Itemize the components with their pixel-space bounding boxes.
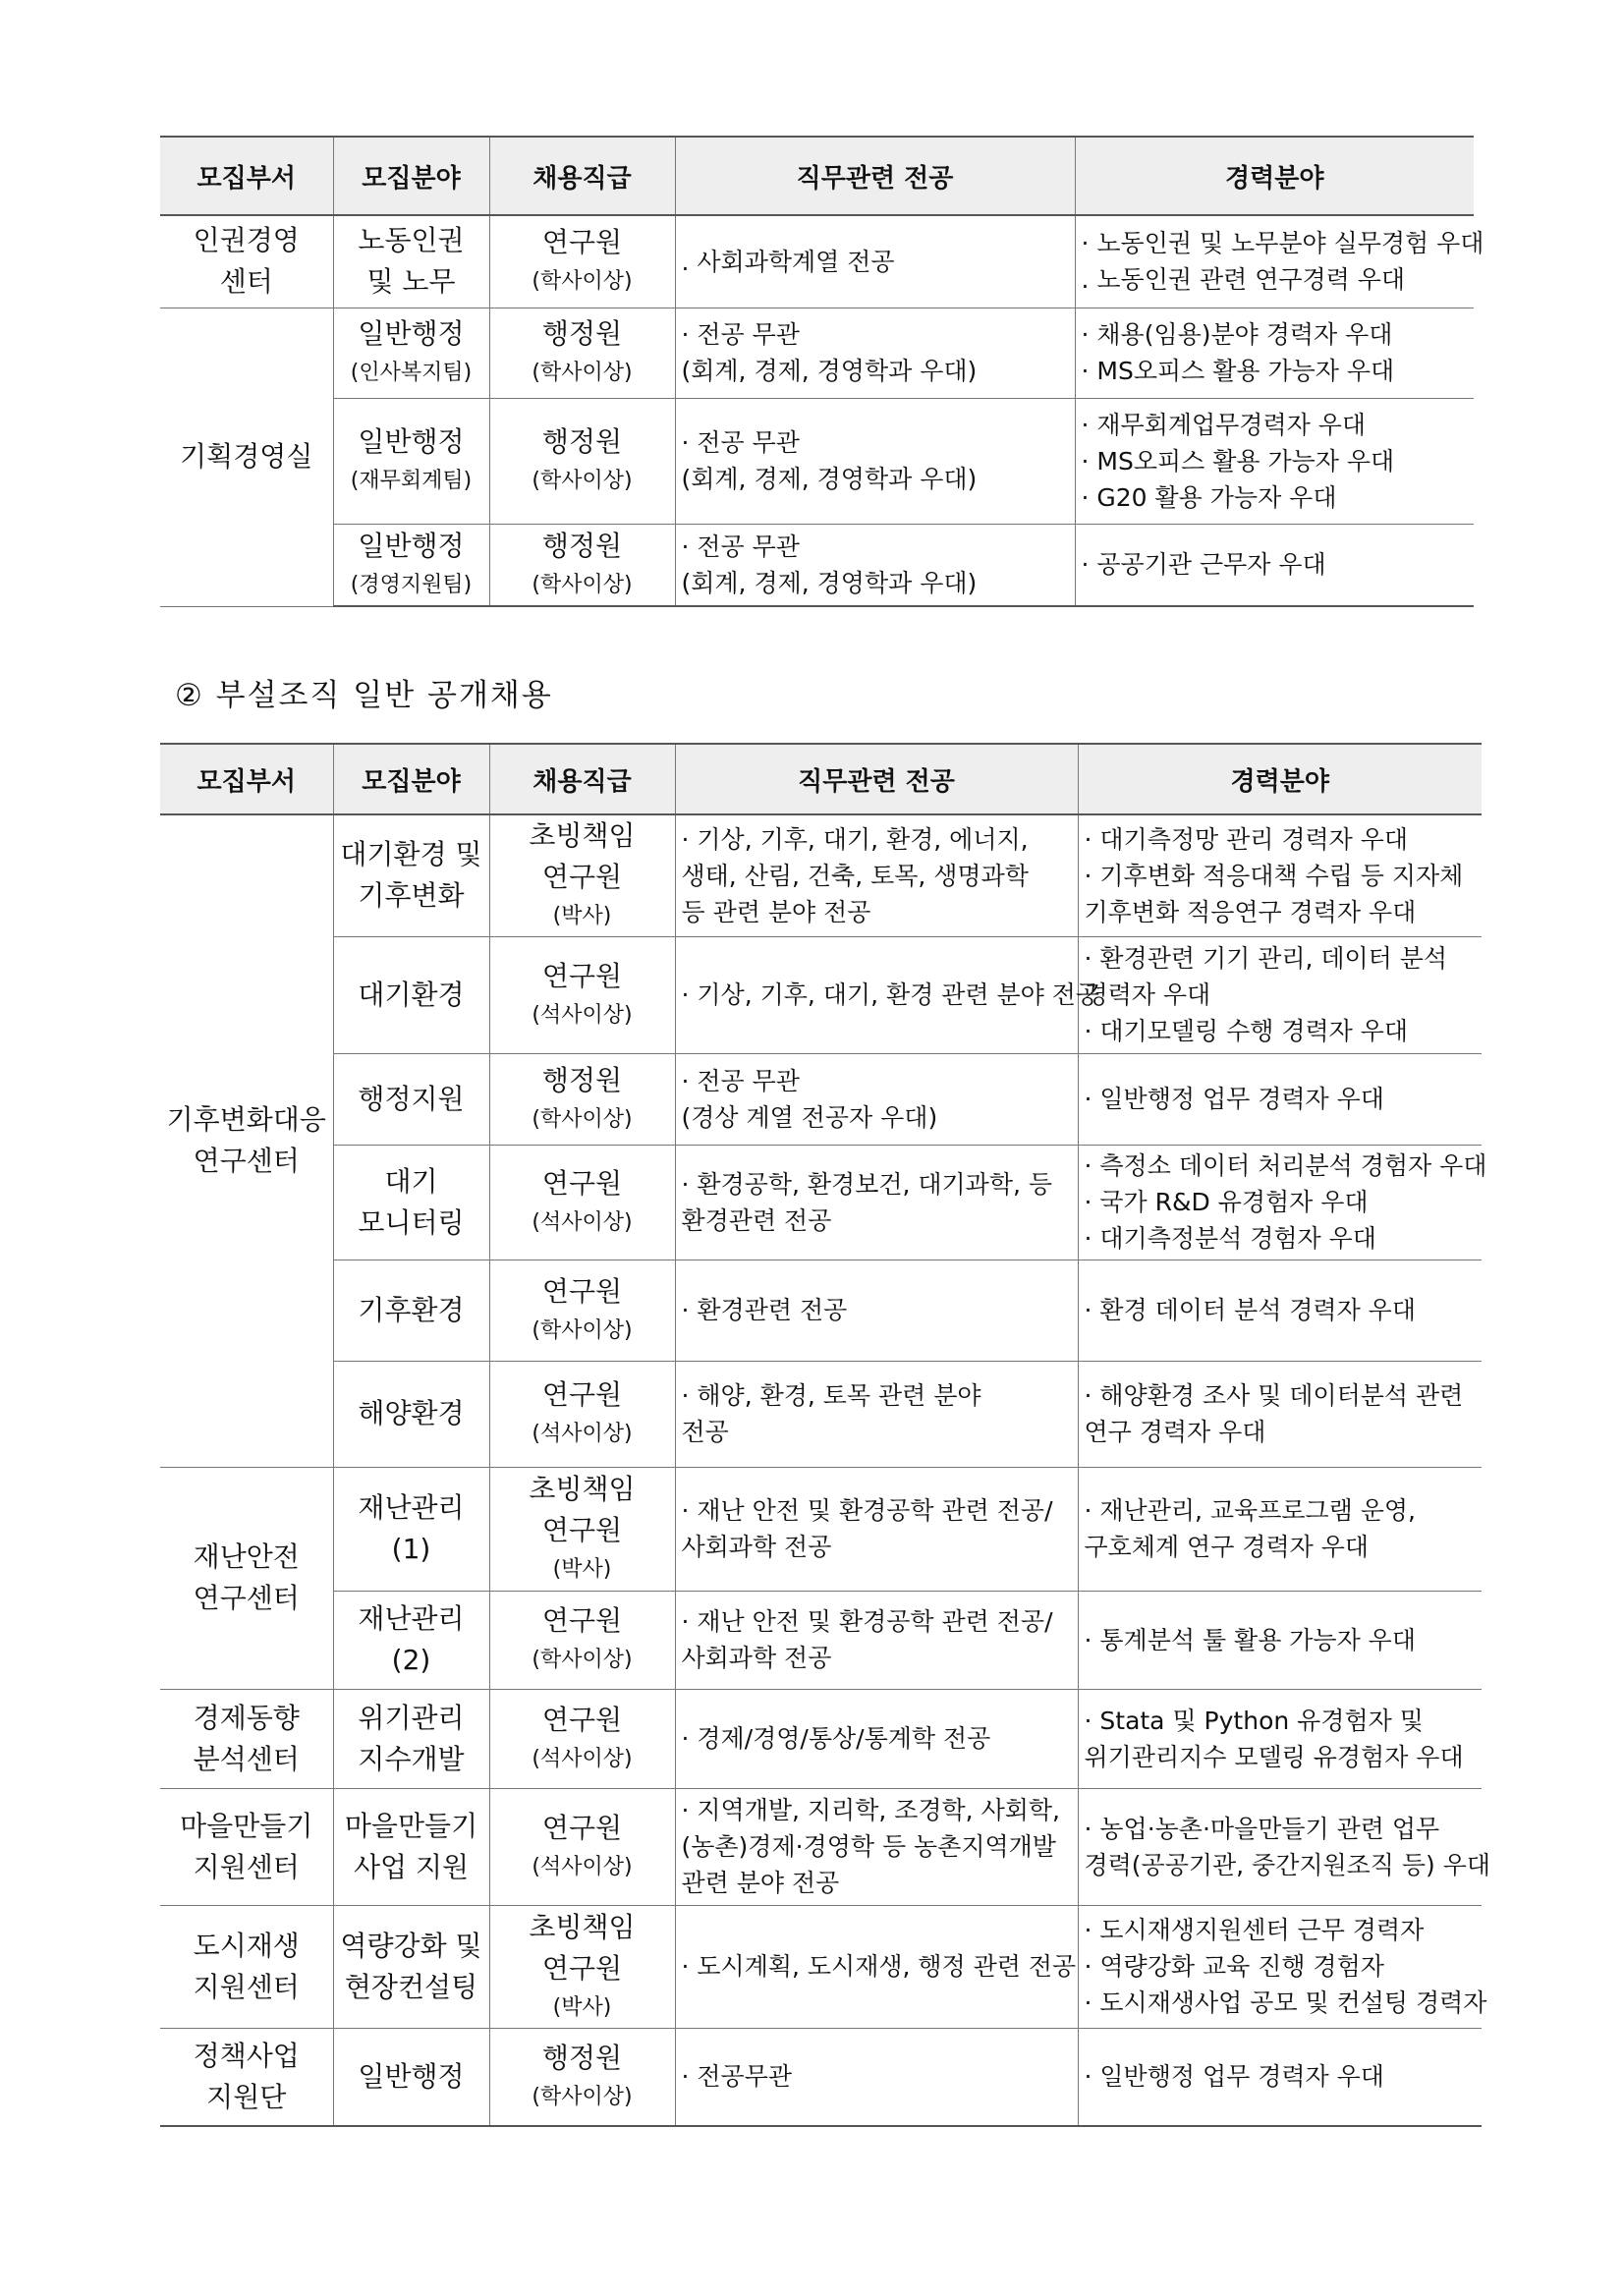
field-cell [333,1260,489,1361]
rank-cell [489,215,675,308]
field-cell [333,1788,489,1905]
major-line: 환경관련 전공 [681,1205,832,1235]
career-line: 연구 경력자 우대 [1084,1418,1266,1446]
field-name: (2) [391,1644,431,1676]
career-cell [1078,1788,1491,1905]
career-line: · 도시재생사업 공모 및 컨설팅 경력자 [1084,1988,1487,2017]
field-name: 일반행정 [358,2059,465,2093]
rank-cell [489,936,675,1053]
career-line: · Stata 및 Python 유경험자 및 [1084,1706,1424,1735]
major-line: · 전공무관 [681,2062,792,2092]
major-cell [675,398,1075,524]
major-cell [675,1689,1078,1788]
field-cell [333,1467,489,1591]
table-row [160,1689,1482,1788]
rank-name: 연구원 [541,1951,623,1985]
field-team: (인사복지팀) [350,361,473,385]
career-cell [1078,1905,1487,2028]
field-cell [333,2028,489,2126]
recruitment-table-main [160,136,1484,607]
table-row [160,814,1482,936]
major-line: · 재난 안전 및 환경공학 관련 전공/ [681,1496,1053,1525]
rank-qualification: (학사이상) [532,1648,633,1672]
career-cell [1078,1467,1482,1591]
dept-cell [160,1788,333,1905]
career-cell [1078,1145,1487,1260]
field-name: 해양환경 [358,1397,465,1429]
field-name: 기후변화 [358,879,465,913]
table-row [160,1145,1482,1260]
dept-cell [160,1689,333,1788]
rank-qualification: (석사이상) [532,1422,633,1446]
table-row [160,1053,1482,1145]
major-line: · 기상, 기후, 대기, 환경, 에너지, [681,824,1029,854]
rank-name: 초빙책임 [529,819,636,853]
dept-cell [160,1905,333,2028]
table-row [160,1788,1482,1905]
career-line: · 대기측정분석 경험자 우대 [1084,1224,1376,1253]
career-line: · 농업·농촌·마을만들기 관련 업무 [1084,1814,1440,1843]
field-cell [333,524,489,606]
major-line: · 해양, 환경, 토목 관련 분야 [681,1381,981,1410]
rank-qualification: (학사이상) [532,2084,633,2109]
field-name: 기후환경 [358,1293,465,1326]
field-name: 노동인권 [358,224,465,257]
field-name: 사업 지원 [353,1850,470,1883]
rank-name: 행정원 [541,1063,623,1096]
major-line: · 지역개발, 지리학, 조경학, 사회학, [681,1796,1060,1824]
rank-cell [489,1689,675,1788]
career-line: · 환경 데이터 분석 경력자 우대 [1084,1296,1416,1324]
rank-name: 행정원 [541,317,623,350]
rank-name: 연구원 [541,1811,623,1844]
career-line: · MS오피스 활용 가능자 우대 [1081,357,1395,385]
career-line: · 채용(임용)분야 경력자 우대 [1081,320,1393,349]
career-cell [1075,398,1474,524]
major-cell [675,1905,1078,2028]
career-line: · 기후변화 적응대책 수립 등 지자체 [1084,861,1464,890]
rank-qualification: (학사이상) [532,1317,633,1343]
rank-name: 행정원 [541,529,623,562]
dept-name: 경제동향 [193,1701,300,1734]
major-cell [675,1053,1078,1145]
rank-qualification: (석사이상) [532,1209,633,1235]
table-row [160,215,1474,308]
dept-name: 마을만들기 [180,1809,313,1842]
rank-cell [489,1591,675,1689]
career-line: . 노동인권 관련 연구경력 우대 [1081,265,1406,295]
header-major: 직무관련 전공 [675,744,1078,814]
dept-name: 연구센터 [193,1145,300,1178]
rank-cell [489,1788,675,1905]
major-line: · 경제/경영/통상/통계학 전공 [681,1724,991,1753]
dept-name: 기후변화대응 [166,1103,326,1137]
field-name: 마을만들기 [344,1809,478,1842]
field-cell [333,1053,489,1145]
field-name: 재난관리 [358,1602,465,1635]
field-team: (경영지원팀) [350,572,473,597]
field-name: 현장컨설팅 [344,1970,478,2003]
major-line: . 사회과학계열 전공 [681,247,895,276]
major-line: · 전공 무관 [681,532,800,561]
major-cell [675,1260,1078,1361]
rank-qualification: (박사) [552,1994,612,2020]
dept-name: 재난안전 [193,1540,300,1573]
rank-qualification: (박사) [552,1557,612,1582]
major-cell [675,1467,1078,1591]
major-line: · 전공 무관 [681,320,800,349]
dept-name: 센터 [219,265,273,299]
table-row [160,2028,1482,2126]
career-line: · 대기측정망 관리 경력자 우대 [1084,824,1409,854]
major-line: 전공 [681,1418,729,1446]
dept-name: 지원센터 [193,1850,300,1883]
field-cell [333,814,489,936]
table-row [160,1591,1482,1689]
career-cell [1078,1361,1482,1467]
rank-cell [489,1905,675,2028]
rank-cell [489,1467,675,1591]
rank-name: 초빙책임 [529,1473,636,1505]
field-cell [333,1361,489,1467]
major-line: · 환경공학, 환경보건, 대기과학, 등 [681,1169,1053,1199]
table-row [160,936,1482,1053]
rank-qualification: (석사이상) [532,1746,633,1771]
career-cell [1078,936,1482,1053]
field-name: 대기환경 [358,978,465,1011]
field-name: 모니터링 [358,1205,465,1239]
rank-cell [489,1145,675,1260]
career-cell [1078,1689,1482,1788]
rank-qualification: (학사이상) [532,269,633,295]
major-line: 등 관련 분야 전공 [681,897,871,926]
table-row [160,308,1474,398]
field-name: 지수개발 [358,1742,465,1775]
table-row [160,524,1474,606]
career-cell [1078,1591,1482,1689]
field-cell [333,308,489,398]
major-line: (회계, 경제, 경영학과 우대) [681,568,978,597]
career-cell [1078,1053,1482,1145]
career-line: · 측정소 데이터 처리분석 경험자 우대 [1084,1151,1487,1180]
field-cell [333,398,489,524]
career-line: 기후변화 적응연구 경력자 우대 [1084,897,1417,926]
dept-name: 인권경영 [193,224,300,257]
table-row [160,1905,1482,2028]
career-line: 경력(공공기관, 중간지원조직 등) 우대 [1084,1850,1491,1879]
rank-qualification: (학사이상) [532,572,633,597]
major-cell [675,1361,1078,1467]
career-line: · 도시재생지원센터 근무 경력자 [1084,1916,1425,1944]
recruitment-table-affiliated [160,743,1491,2127]
header-career: 경력분야 [1075,137,1474,215]
major-line: · 도시계획, 도시재생, 행정 관련 전공 [681,1952,1077,1981]
rank-cell [489,1260,675,1361]
field-cell [333,1145,489,1260]
rank-cell [489,2028,675,2126]
dept-name: 정책사업 [193,2039,300,2072]
major-cell [675,308,1075,398]
major-line: · 재난 안전 및 환경공학 관련 전공/ [681,1607,1053,1636]
field-name: 및 노무 [366,265,456,299]
career-cell [1075,308,1474,398]
rank-qualification: (석사이상) [532,1854,633,1879]
career-cell [1075,215,1484,308]
rank-name: 연구원 [541,1514,623,1546]
rank-name: 행정원 [541,2041,623,2074]
field-name: (1) [391,1533,431,1565]
rank-qualification: (학사이상) [532,469,633,493]
dept-name: 도시재생 [193,1929,300,1962]
career-line: · G20 활용 가능자 우대 [1081,482,1337,512]
major-line: 사회과학 전공 [681,1533,832,1561]
table-header-row [160,137,1474,215]
major-cell [675,215,1075,308]
field-name: 행정지원 [358,1082,465,1115]
rank-name: 연구원 [541,861,623,894]
table-row [160,1361,1482,1467]
career-line: 경력자 우대 [1084,980,1211,1009]
header-major: 직무관련 전공 [675,137,1075,215]
major-line: 사회과학 전공 [681,1644,832,1672]
major-cell [675,814,1078,936]
major-cell [675,1591,1078,1689]
field-name: 역량강화 및 [340,1929,482,1962]
rank-name: 연구원 [541,1703,623,1736]
rank-cell [489,814,675,936]
field-cell [333,936,489,1053]
career-line: · 일반행정 업무 경력자 우대 [1084,2062,1384,2092]
career-line: 구호체계 연구 경력자 우대 [1084,1533,1369,1561]
major-line: 생태, 산림, 건축, 토목, 생명과학 [681,861,1029,890]
table-row [160,398,1474,524]
rank-cell [489,1361,675,1467]
rank-name: 연구원 [541,1274,623,1308]
header-career: 경력분야 [1078,744,1482,814]
major-line: (농촌)경제·경영학 등 농촌지역개발 [681,1832,1056,1861]
header-field: 모집분야 [333,137,489,215]
career-line: 위기관리지수 모델링 유경험자 우대 [1084,1742,1464,1771]
major-line: (회계, 경제, 경영학과 우대) [681,465,978,493]
dept-name: 연구센터 [193,1582,300,1614]
major-line: (회계, 경제, 경영학과 우대) [681,357,978,385]
rank-cell [489,1053,675,1145]
career-cell [1075,524,1474,606]
career-line: · 해양환경 조사 및 데이터분석 관련 [1084,1381,1464,1410]
rank-qualification: (학사이상) [532,361,633,385]
field-name: 재난관리 [358,1491,465,1524]
major-cell [675,936,1100,1053]
major-line: · 전공 무관 [681,1066,800,1095]
major-cell [675,2028,1078,2126]
header-dept: 모집부서 [160,744,333,814]
header-rank: 채용직급 [489,137,675,215]
dept-name: 기획경영실 [180,440,313,473]
rank-name: 연구원 [541,959,623,992]
rank-name: 연구원 [541,226,623,259]
field-cell [333,1905,489,2028]
dept-name: 지원단 [206,2080,287,2113]
career-line: · 환경관련 기기 관리, 데이터 분석 [1084,944,1448,973]
rank-name: 연구원 [541,1604,623,1637]
field-name: 일반행정 [358,529,465,562]
table-row [160,1260,1482,1361]
header-rank: 채용직급 [489,744,675,814]
major-cell [675,524,1075,606]
field-cell [333,215,489,308]
career-line: · 노동인권 및 노무분야 실무경험 우대 [1081,229,1484,258]
career-line: · 통계분석 툴 활용 가능자 우대 [1084,1625,1416,1654]
dept-cell [160,215,333,308]
career-line: · 국가 R&D 유경험자 우대 [1084,1188,1369,1216]
field-name: 일반행정 [358,425,465,458]
field-cell [333,1689,489,1788]
major-cell [675,1788,1078,1905]
career-line: · 재난관리, 교육프로그램 운영, [1084,1496,1416,1525]
field-name: 대기환경 및 [340,838,482,871]
rank-name: 연구원 [541,1378,623,1411]
field-team: (재무회계팀) [350,469,473,493]
major-line: · 전공 무관 [681,428,800,457]
field-name: 위기관리 [358,1701,465,1734]
career-line: · MS오피스 활용 가능자 우대 [1081,446,1395,476]
dept-name: 지원센터 [193,1970,300,2003]
rank-cell [489,524,675,606]
major-line: · 기상, 기후, 대기, 환경 관련 분야 전공 [681,980,1100,1009]
career-line: · 일반행정 업무 경력자 우대 [1084,1085,1384,1113]
major-line: (경상 계열 전공자 우대) [681,1102,938,1132]
career-line: · 대기모델링 수행 경력자 우대 [1084,1017,1409,1045]
rank-cell [489,398,675,524]
field-cell [333,1591,489,1689]
rank-name: 연구원 [541,1166,623,1200]
career-cell [1078,1260,1482,1361]
field-name: 대기 [384,1164,438,1198]
rank-qualification: (석사이상) [532,1002,633,1028]
rank-qualification: (학사이상) [532,1106,633,1132]
career-line: · 재무회계업무경력자 우대 [1081,410,1366,439]
dept-cell [160,814,333,1467]
career-line: · 공공기관 근무자 우대 [1081,550,1326,580]
section-heading: ② 부설조직 일반 공개채용 [175,678,553,713]
table-body [160,215,1484,606]
dept-name: 분석센터 [193,1742,300,1775]
header-dept: 모집부서 [160,137,333,215]
major-line: · 환경관련 전공 [681,1296,848,1324]
career-line: · 역량강화 교육 진행 경험자 [1084,1952,1384,1981]
major-cell [675,1145,1078,1260]
dept-cell [160,2028,333,2126]
header-field: 모집분야 [333,744,489,814]
rank-qualification: (박사) [552,904,612,929]
table-row [160,1467,1482,1591]
career-cell [1078,2028,1482,2126]
dept-cell [160,1467,333,1689]
rank-name: 초빙책임 [529,1910,636,1943]
major-line: 관련 분야 전공 [681,1869,840,1897]
career-cell [1078,814,1482,936]
dept-cell [160,308,333,606]
field-name: 일반행정 [358,317,465,350]
rank-name: 행정원 [541,425,623,458]
rank-cell [489,308,675,398]
table-body [160,814,1491,2126]
table-header-row [160,744,1482,814]
